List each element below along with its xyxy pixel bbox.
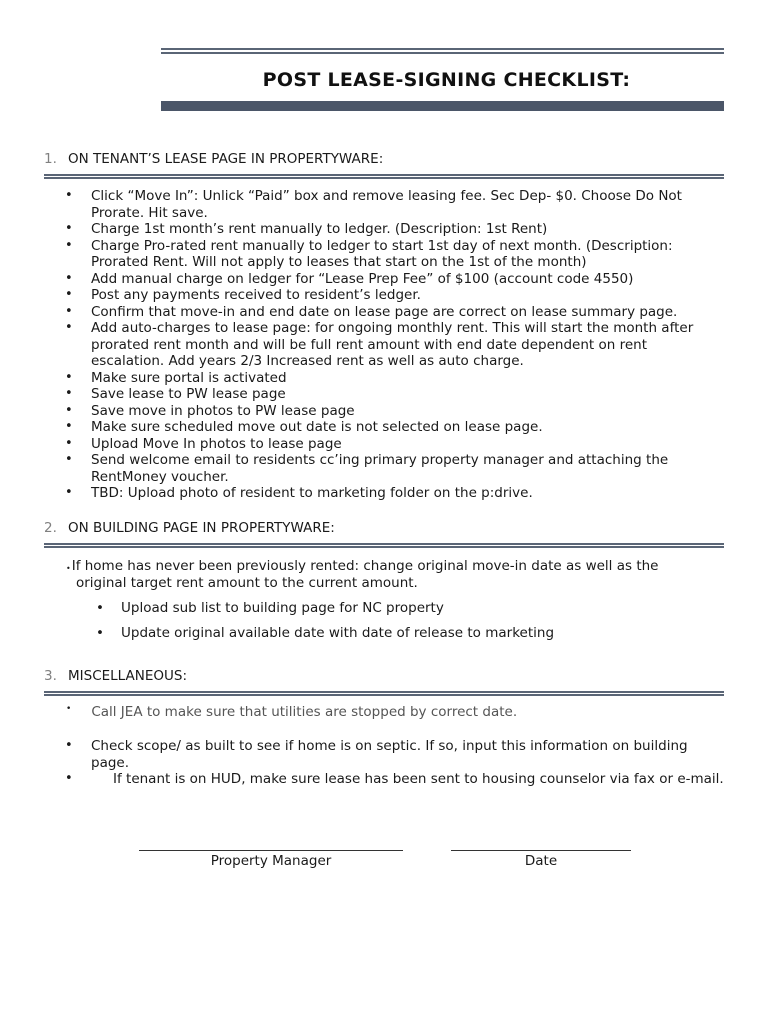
bullet-icon: • [65,270,73,286]
bullet-icon: • [96,600,104,616]
section-number: 2. [44,520,57,536]
list-item [44,419,724,436]
bullet-icon: • [65,237,73,253]
bullet-icon: • [65,771,73,786]
item-text: Make sure portal is activated [91,369,287,386]
section-title: MISCELLANEOUS: [68,668,187,684]
title-top-rule [161,48,724,54]
bullet-icon: • [65,452,73,467]
bullet-icon: • [65,435,73,451]
item-text: Call JEA to make sure that utilities are stopped by correct date. [91,704,518,720]
section-title: ON TENANT’S LEASE PAGE IN PROPERTYWARE: [68,151,384,167]
list-item [44,238,724,271]
list-item [44,271,724,288]
bullet-icon: • [65,221,73,236]
item-text: Update original available date with date of release to marketing [121,625,555,641]
bullet-icon: • [65,188,73,203]
item-text: If tenant is on HUD, make sure lease has been sent to housing counselor via fax or e-mail. [113,771,724,787]
bullet-icon: • [65,369,73,385]
bullet-icon: • [65,402,73,418]
bullet-icon: • [66,704,72,714]
list-item [44,386,724,403]
section-rule [44,691,724,696]
list-item [44,403,724,420]
tenant-checklist [44,188,724,502]
section-heading [44,151,724,168]
item-text: Post any payments received to resident’s ledger. [91,287,421,303]
item-text: Charge 1st month’s rent manually to ledger. (Description: 1st Rent) [91,221,548,237]
bullet-icon: • [96,625,104,641]
section-tenant-lease-page [44,151,724,502]
misc-list-container [44,738,724,788]
bullet-icon: • [65,303,73,319]
item-text: Make sure scheduled move out date is not selected on lease page. [91,419,543,435]
item-text: Send welcome email to residents cc’ing primary property manager and attaching the RentMoney voucher. [91,452,669,485]
section-heading [44,668,724,685]
item-text: Check scope/ as built to see if home is on septic. If so, input this information on building page. [91,738,688,771]
signature-date [451,850,631,869]
item-text: TBD: Upload photo of resident to marketing folder on the p:drive. [91,485,533,501]
item-text: Add manual charge on ledger for “Lease Prep Fee” of $100 (account code 4550) [91,270,634,287]
bullet-icon: • [65,485,73,500]
item-text-line1: If home has never been previously rented: change original move-in date as well as the [71,558,659,574]
list-item [66,558,706,592]
page-title: POST LEASE-SIGNING CHECKLIST: [262,69,631,91]
item-text: Confirm that move-in and end date on lease page are correct on lease summary page. [91,303,678,320]
item-text: Save move in photos to PW lease page [91,402,355,419]
section-rule [44,174,724,179]
bullet-icon: • [65,738,73,753]
section-building-page [44,520,724,548]
title-block [161,48,724,111]
item-text: Add auto-charges to lease page: for ongoing monthly rent. This will start the month after prorated rent month and will be full rent amount with end date dependent on rent escalation. Add years 2/3 Increased rent as well as auto charge. [91,320,694,369]
item-text-line2: original target rent amount to the current amount. [76,575,418,591]
section-rule [44,543,724,548]
section-heading [44,520,724,537]
section-number: 1. [44,151,57,167]
list-item [66,704,517,720]
signature-manager [139,850,403,869]
list-item [44,771,724,788]
list-item [44,304,724,321]
list-item [44,221,724,238]
item-text: Upload sub list to building page for NC property [121,600,444,616]
list-item [44,320,724,370]
date-label: Date [524,853,558,869]
list-item [96,600,444,617]
bullet-icon: • [66,564,71,573]
list-item [44,436,724,453]
item-text: Upload Move In photos to lease page [91,435,342,452]
bullet-icon: • [65,419,73,434]
bullet-icon: • [65,287,73,302]
list-item [44,485,724,502]
item-text: Charge Pro-rated rent manually to ledger to start 1st day of next month. (Description: Prorated Rent. Will not apply to leases that start on the 1st of the month) [91,237,673,270]
signature-line [139,850,403,851]
list-item [44,370,724,387]
list-item [44,738,724,771]
date-line [451,850,631,851]
bullet-icon: • [65,320,73,335]
item-text: Save lease to PW lease page [91,386,286,402]
item-text: Click “Move In”: Unlick “Paid” box and remove leasing fee. Sec Dep- $0. Choose Do Not Prorate. Hit save. [91,188,682,221]
signature-label: Property Manager [210,853,332,869]
list-item [44,287,724,304]
bullet-icon: • [65,386,73,401]
list-item [44,452,724,485]
section-title: ON BUILDING PAGE IN PROPERTYWARE: [68,520,335,536]
section-number: 3. [44,668,57,684]
list-item [44,188,724,221]
misc-checklist [44,738,724,788]
title-bottom-rule [161,101,724,111]
section-miscellaneous [44,668,724,696]
list-item [96,625,554,642]
